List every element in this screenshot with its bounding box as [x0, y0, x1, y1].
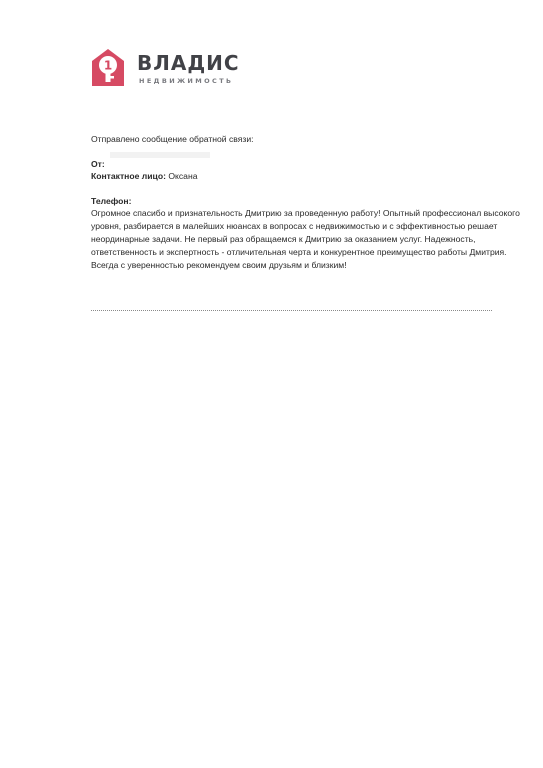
- message-line: Всегда с уверенностью рекомендуем своим друзьям и близким!: [91, 260, 347, 270]
- logo-mark-digit: 1: [103, 58, 113, 73]
- intro-line: Отправлено сообщение обратной связи:: [91, 134, 254, 144]
- divider-line: [91, 310, 492, 311]
- contact-value: Оксана: [168, 171, 198, 181]
- message-line: ответственность и экспертность - отличительная черта и конкурентное преимущество работы Дмитрия.: [91, 247, 507, 257]
- contact-row: [91, 170, 197, 182]
- message-line: уровня, разбирается в малейших нюансах в вопросах с недвижимостью и с эффективностью решает: [91, 221, 498, 231]
- message-line: неординарные задачи. Не первый раз обращаемся к Дмитрию за оказанием услуг. Надежность,: [91, 234, 476, 244]
- from-label: От:: [91, 159, 105, 169]
- contact-label: Контактное лицо:: [91, 171, 166, 181]
- from-row: [91, 158, 105, 170]
- redacted-area: [110, 152, 210, 158]
- company-logo: [91, 48, 241, 92]
- message-line: Огромное спасибо и признательность Дмитрию за проведенную работу! Опытный профессионал высокого: [91, 208, 520, 218]
- house-key-logo-icon: [91, 48, 125, 88]
- phone-label: Телефон:: [91, 196, 132, 206]
- logo-name: ВЛАДИС: [137, 51, 240, 75]
- logo-subtitle: НЕДВИЖИМОСТЬ: [139, 77, 234, 85]
